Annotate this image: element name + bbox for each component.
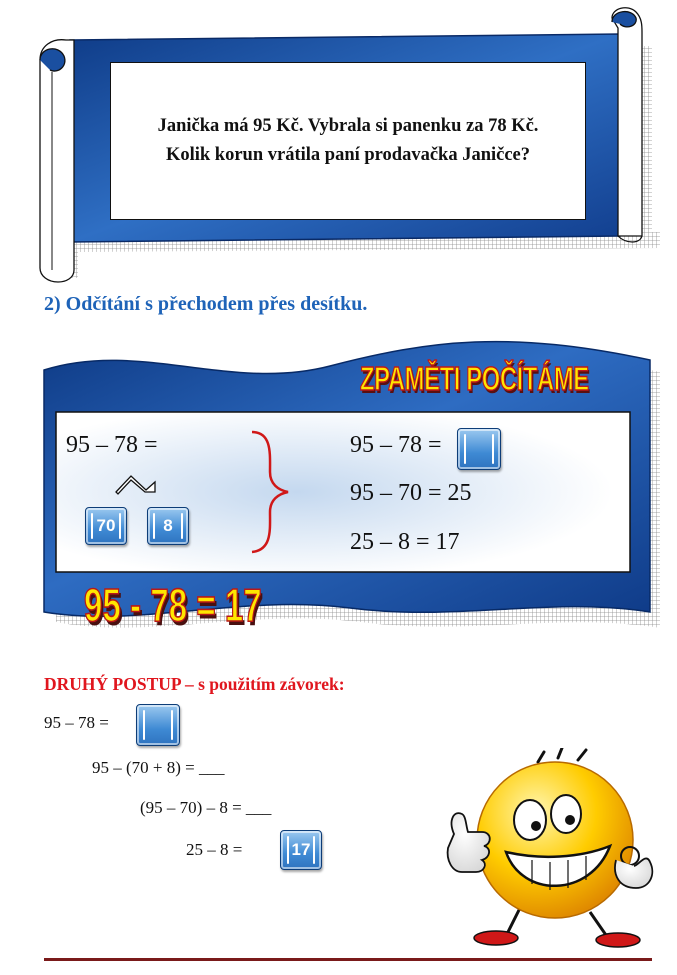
ones-box [147, 507, 189, 545]
method-heading: DRUHÝ POSTUP – s použitím závorek: [44, 674, 345, 694]
method-answer-box [280, 830, 322, 870]
ones-value: 8 [163, 516, 173, 535]
problem-line-1: Janička má 95 Kč. Vybrala si panenku za 78 Kč. [157, 116, 539, 136]
tens-value: 70 [96, 516, 116, 535]
card-title: ZPAMĚTI POČÍTÁME [360, 360, 589, 397]
method-line-2: 95 – (70 + 8) = ___ [92, 758, 225, 777]
right-line-1: 95 – 78 = [350, 432, 442, 458]
empty-answer-box [457, 428, 501, 470]
right-line-3: 25 – 8 = 17 [350, 529, 460, 555]
method-line-3: (95 – 70) – 8 = ___ [140, 798, 272, 817]
tens-box [85, 507, 127, 545]
method-empty-box [136, 704, 180, 746]
smiley-thumbs-up-icon [440, 748, 660, 948]
left-expression: 95 – 78 = [66, 432, 158, 458]
right-line-2: 95 – 70 = 25 [350, 480, 472, 506]
footer-divider [44, 958, 652, 961]
section-heading: 2) Odčítání s přechodem přes desítku. [44, 293, 368, 315]
method-answer-value: 17 [291, 840, 311, 859]
problem-line-2: Kolik korun vrátila paní prodavačka Janičce? [165, 145, 531, 165]
card-result: 95 - 78 = 17 [84, 579, 262, 631]
method-line-1: 95 – 78 = [44, 713, 109, 732]
method-line-4: 25 – 8 = [186, 840, 243, 859]
